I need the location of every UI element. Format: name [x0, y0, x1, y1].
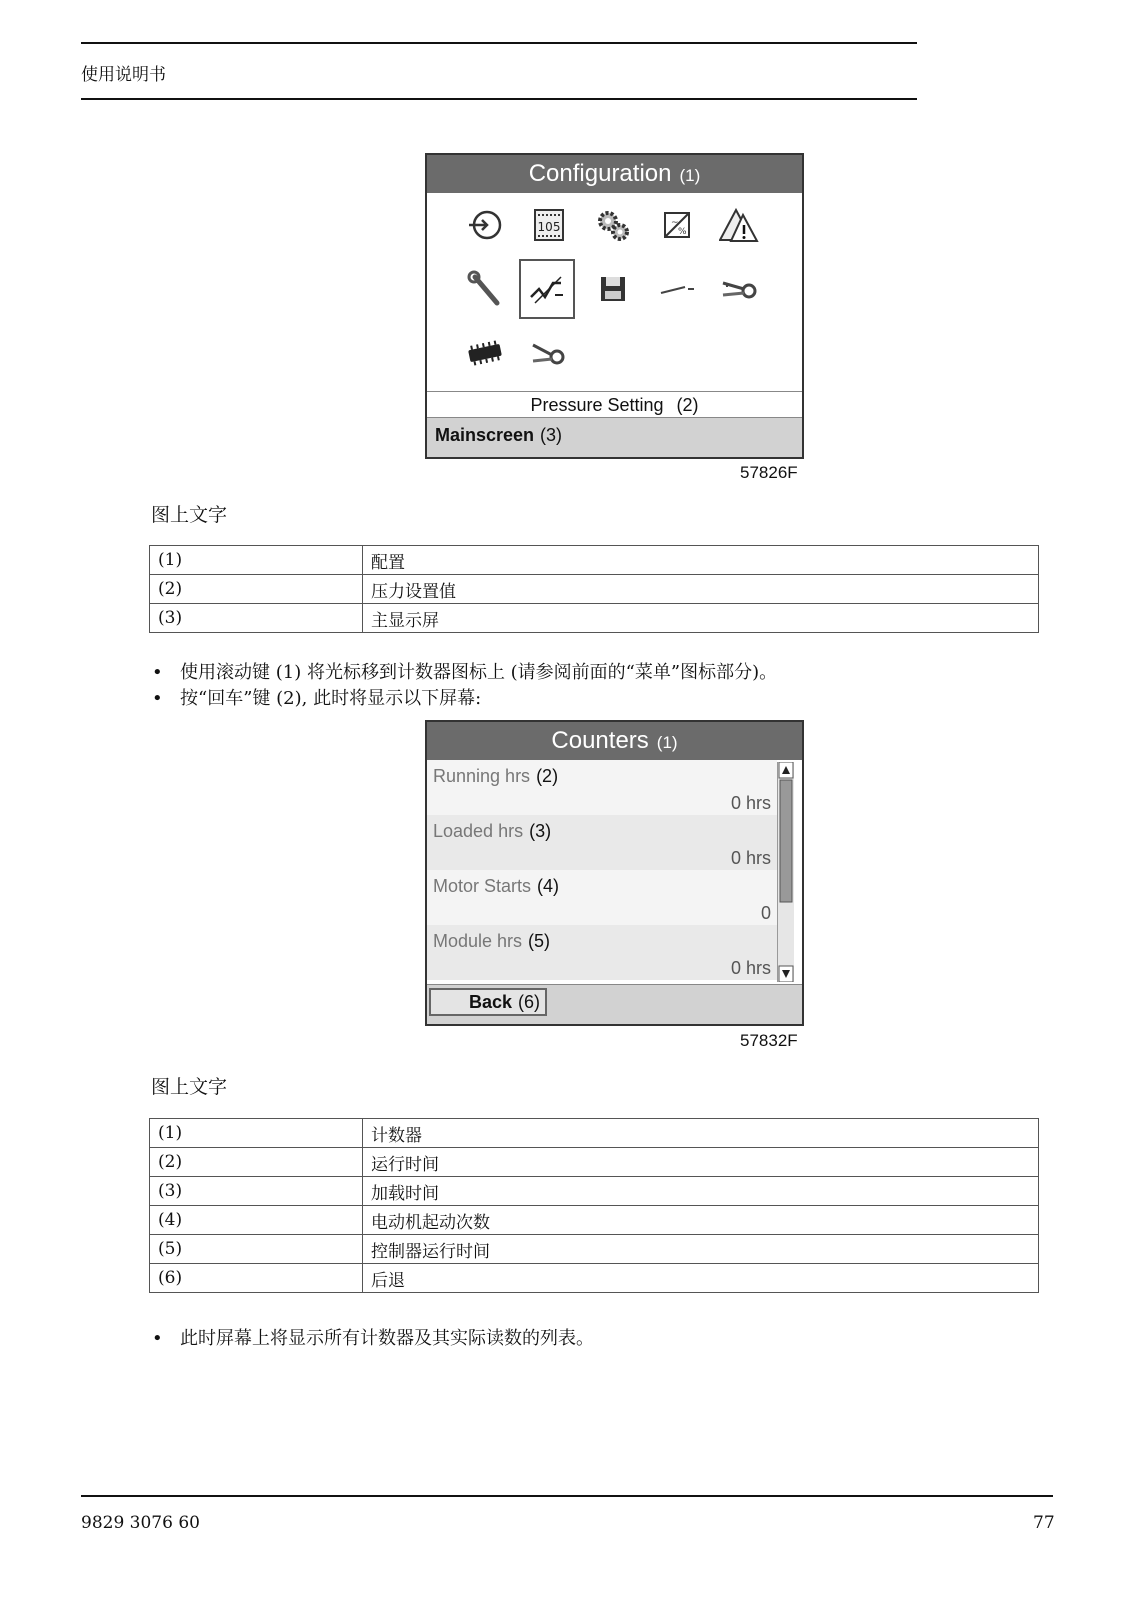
counters-footer	[427, 984, 802, 1024]
counter-row-module[interactable]	[427, 925, 777, 980]
legend1-table	[149, 545, 1039, 633]
chip-icon[interactable]	[463, 331, 507, 375]
legend-value: 加载时间	[363, 1177, 1039, 1206]
mainscreen-button[interactable]	[427, 417, 802, 457]
footer-rule	[81, 1495, 1053, 1497]
counter-value: 0	[760, 903, 771, 923]
legend-value: 计数器	[363, 1119, 1039, 1148]
keys-icon-2[interactable]	[527, 331, 571, 375]
legend-key: (3)	[150, 1177, 363, 1206]
counter-label	[433, 766, 558, 787]
table-row	[150, 1177, 1039, 1206]
configuration-titlebar	[427, 155, 802, 193]
keys-icon[interactable]	[717, 267, 761, 311]
counter-label	[433, 931, 550, 952]
counter-label-text: Loaded hrs	[433, 821, 524, 841]
bullet-item: • 此时屏幕上将显示所有计数器及其实际读数的列表。	[152, 1328, 594, 1349]
legend-value: 电动机起动次数	[363, 1206, 1039, 1235]
configuration-title: Configuration	[528, 160, 672, 187]
legend-key: (2)	[150, 575, 363, 604]
legend2-table	[149, 1118, 1039, 1293]
page-number: 77	[1033, 1513, 1055, 1533]
legend-value: 压力设置值	[363, 575, 1039, 604]
legend-value: 后退	[363, 1264, 1039, 1293]
gear-settings-icon[interactable]	[591, 203, 635, 247]
legend-key: (5)	[150, 1235, 363, 1264]
mainscreen-label: Mainscreen	[435, 425, 535, 445]
counters-title-num: (1)	[656, 733, 678, 752]
legend-key: (3)	[150, 604, 363, 633]
table-row	[150, 575, 1039, 604]
bullet-item: • 按“回车”键 (2), 此时将显示以下屏幕:	[152, 688, 482, 709]
table-row	[150, 546, 1039, 575]
input-icon[interactable]	[463, 203, 507, 247]
table-row	[150, 1264, 1039, 1293]
counter-label-text: Module hrs	[433, 931, 523, 951]
figure2-id: 57832F	[740, 1031, 798, 1050]
legend-key: (6)	[150, 1264, 363, 1293]
counters-screen	[425, 720, 804, 1026]
bullet-item: • 使用滚动键 (1) 将光标移到计数器图标上 (请参阅前面的“菜单”图标部分)。	[152, 662, 778, 683]
converter-icon[interactable]	[655, 203, 699, 247]
counters-titlebar	[427, 722, 802, 760]
legend-value: 控制器运行时间	[363, 1235, 1039, 1264]
legend-value: 配置	[363, 546, 1039, 575]
table-row	[150, 1235, 1039, 1264]
io-module-icon[interactable]	[527, 203, 571, 247]
bullet-text: 使用滚动键 (1) 将光标移到计数器图标上 (请参阅前面的“菜单”图标部分)。	[180, 662, 778, 683]
save-icon[interactable]	[591, 267, 635, 311]
svg-text:%: %	[678, 227, 687, 237]
counter-value: 0 hrs	[730, 793, 771, 813]
counter-row-loaded[interactable]	[427, 815, 777, 870]
legend2-heading: 图上文字	[151, 1076, 228, 1098]
table-row	[150, 1148, 1039, 1177]
table-row	[150, 1206, 1039, 1235]
legend1-heading: 图上文字	[151, 504, 228, 526]
counter-label	[433, 876, 559, 897]
bullet-text: 按“回车”键 (2), 此时将显示以下屏幕:	[180, 688, 482, 709]
back-num: (6)	[518, 992, 541, 1012]
counter-row-motor-starts[interactable]	[427, 870, 777, 925]
pressure-setting-label: Pressure Setting	[530, 395, 664, 415]
pressure-setting-icon[interactable]	[519, 259, 575, 319]
counter-value: 0 hrs	[730, 848, 771, 868]
wrench-icon[interactable]	[463, 267, 507, 311]
svg-text:~: ~	[671, 218, 679, 228]
mainscreen-num: (3)	[540, 425, 563, 445]
configuration-screen	[425, 153, 804, 459]
header-title: 使用说明书	[81, 65, 166, 85]
legend-value: 运行时间	[363, 1148, 1039, 1177]
counters-title: Counters	[551, 727, 649, 754]
table-row	[150, 1119, 1039, 1148]
legend-key: (1)	[150, 546, 363, 575]
counter-label-num: (5)	[528, 931, 551, 951]
doc-number: 9829 3076 60	[81, 1513, 200, 1533]
counter-label	[433, 821, 551, 842]
line-icon[interactable]	[655, 267, 699, 311]
counter-label-num: (2)	[536, 766, 559, 786]
figure1-id: 57826F	[740, 463, 798, 482]
warning-icon[interactable]	[717, 203, 761, 247]
scrollbar[interactable]	[777, 762, 794, 982]
counter-label-text: Running hrs	[433, 766, 531, 786]
table-row	[150, 604, 1039, 633]
svg-text:105: 105	[537, 220, 561, 234]
legend-value: 主显示屏	[363, 604, 1039, 633]
scrollbar-graphic	[778, 762, 794, 982]
counter-label-text: Motor Starts	[433, 876, 532, 896]
counter-value: 0 hrs	[730, 958, 771, 978]
back-label: Back	[469, 992, 513, 1012]
pressure-setting-num: (2)	[676, 395, 699, 415]
counter-row-running[interactable]	[427, 760, 777, 815]
header-rule-bottom	[81, 98, 917, 100]
legend-key: (1)	[150, 1119, 363, 1148]
counter-label-num: (3)	[529, 821, 552, 841]
legend-key: (4)	[150, 1206, 363, 1235]
bullet-text: 此时屏幕上将显示所有计数器及其实际读数的列表。	[180, 1328, 594, 1349]
selected-item-label	[427, 391, 802, 418]
header-rule-top	[81, 42, 917, 44]
back-button[interactable]	[429, 988, 547, 1016]
configuration-title-num: (1)	[679, 166, 701, 185]
legend-key: (2)	[150, 1148, 363, 1177]
counter-label-num: (4)	[537, 876, 560, 896]
